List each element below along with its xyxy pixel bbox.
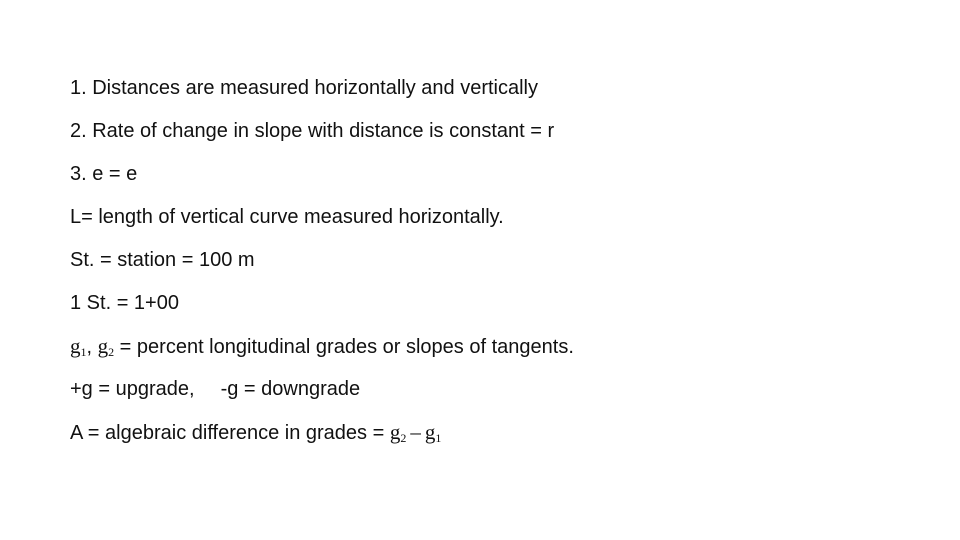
- text-line-2: 2. Rate of change in slope with distance is constant = r: [70, 120, 555, 142]
- slide-body: [70, 74, 930, 461]
- text-line-5: St. = station = 100 m: [70, 249, 255, 271]
- g2-symbol: $g_2$: [97, 334, 115, 359]
- difference-text: A = algebraic difference in grades =: [70, 422, 390, 444]
- g1-symbol: $g_1$: [70, 334, 87, 359]
- upgrade-text: +g = upgrade,: [70, 378, 195, 400]
- text-line-4: L= length of vertical curve measured horizontally.: [70, 206, 504, 228]
- text-line-1: 1. Distances are measured horizontally and vertically: [70, 77, 538, 99]
- g1-term: $g_1$: [424, 420, 442, 445]
- grades-comma: ,: [86, 336, 98, 358]
- grades-line: [70, 332, 930, 375]
- sign-line: [70, 375, 930, 418]
- downgrade-text: -g = downgrade: [220, 378, 361, 400]
- grades-description: = percent longitudinal grades or slopes of tangents.: [114, 336, 574, 358]
- minus-sign: –: [410, 420, 421, 444]
- text-line-3: 3. e = e: [70, 163, 138, 185]
- g2-term: $g_2$: [389, 420, 407, 445]
- difference-line: [70, 418, 930, 461]
- text-line-6: 1 St. = 1+00: [70, 292, 179, 314]
